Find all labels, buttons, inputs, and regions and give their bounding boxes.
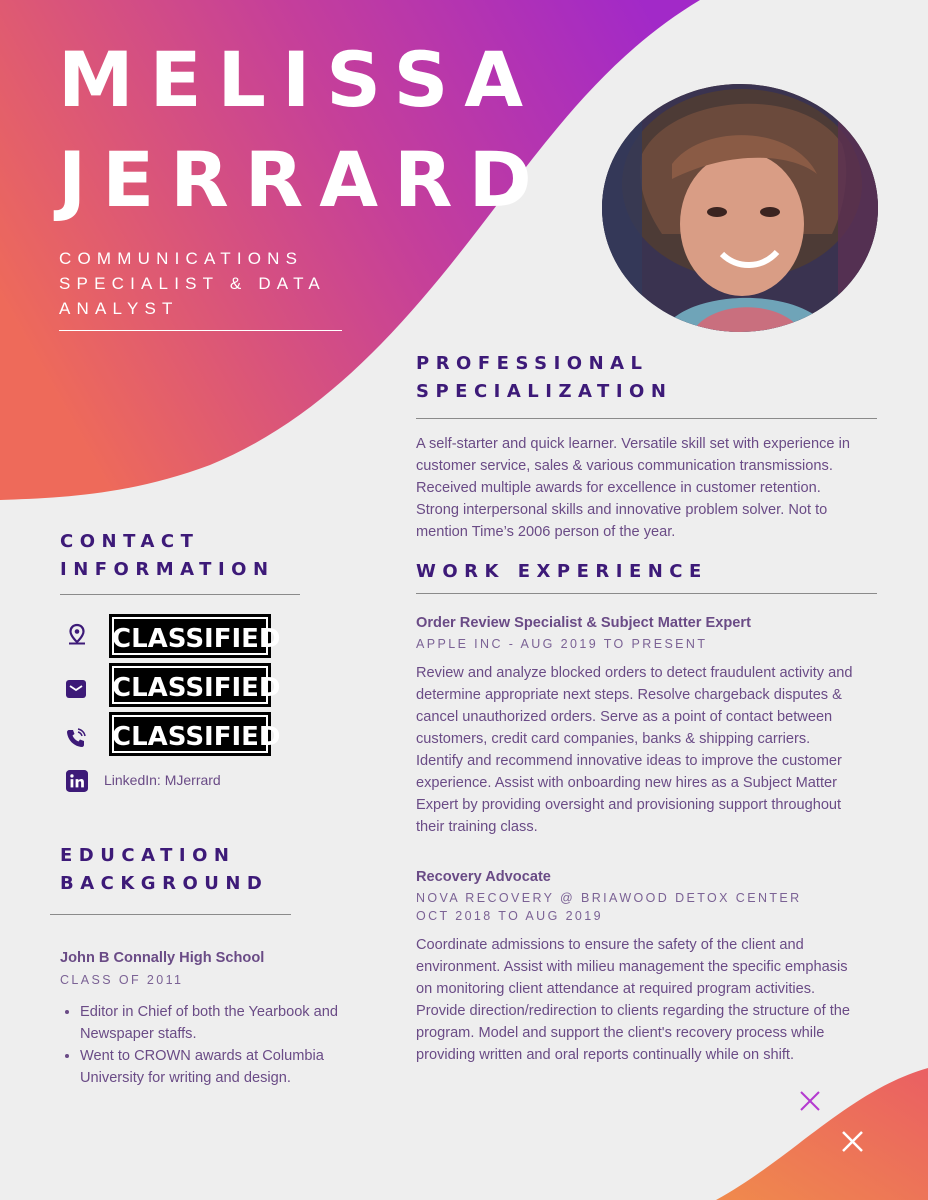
work-experience-heading: WORK EXPERIENCE (416, 561, 708, 582)
job-description: Coordinate admissions to ensure the safety of the client and environment. Assist with milieu management the specific emphasis on monitoring client attendance at required program activities. Provide direction/redirection to clients regarding the structure of the program. Model and support the client's recovery process while providing written and oral reports continually while on shift. (416, 937, 850, 1063)
phone-icon (65, 727, 87, 749)
job-company: NOVA RECOVERY @ BRIAWOOD DETOX CENTER (416, 891, 802, 905)
linkedin-link[interactable]: LinkedIn: MJerrard (104, 772, 221, 788)
education-entry (60, 950, 370, 1089)
first-name: MELISSA (58, 35, 540, 124)
education-heading-line2: BACKGROUND (60, 873, 269, 894)
last-name: JERRARD (58, 135, 548, 224)
work-divider (416, 593, 877, 594)
close-icon (801, 1092, 819, 1110)
job-description: Review and analyze blocked orders to detect fraudulent activity and determine appropriate next steps. Resolve chargeback disputes & cancel unauthorized orders. Serve as a point of contact between customers, credit card companies, banks & shipping carriers. Identify and recommend innovative ideas to improve the customer experience. Assist with onboarding new hires as a Subject Matter Expert by providing oversight and provisioning support throughout their training class. (416, 665, 853, 835)
education-achievements (60, 1001, 370, 1089)
subtitle-divider (59, 330, 342, 331)
redaction-stamp: CLASSIFIED (109, 614, 271, 658)
map-pin-icon (66, 623, 88, 645)
professional-heading-line1: PROFESSIONAL (416, 353, 649, 374)
job-title: Recovery Advocate (416, 869, 551, 885)
contact-heading-line1: CONTACT (60, 531, 200, 552)
contact-heading (60, 528, 275, 584)
education-divider (50, 914, 291, 915)
graduation-class: CLASS OF 2011 (60, 973, 184, 987)
redaction-stamp: CLASSIFIED (109, 712, 271, 756)
job-subtitle: COMMUNICATIONS SPECIALIST & DATA ANALYST (59, 249, 326, 318)
job-entry (416, 869, 861, 1066)
list-item: • Editor in Chief of both the Yearbook and Newspaper staffs. (80, 1001, 370, 1045)
education-heading-line1: EDUCATION (60, 845, 236, 866)
professional-summary: A self-starter and quick learner. Versatile skill set with experience in customer service, sales & various communication transmissions. Received multiple awards for excellence in customer retention. Strong interpersonal skills and innovative problem solver. Not to mention Time’s 2006 person of the year. (416, 436, 850, 540)
professional-heading (416, 350, 672, 406)
profile-photo (602, 84, 878, 332)
job-company-dates: APPLE INC - AUG 2019 TO PRESENT (416, 637, 708, 651)
mail-icon (65, 678, 87, 700)
name-heading (58, 30, 548, 230)
professional-heading-line2: SPECIALIZATION (416, 381, 673, 402)
education-heading (60, 842, 268, 898)
job-title: Order Review Specialist & Subject Matter Expert (416, 615, 751, 631)
linkedin-icon[interactable] (66, 770, 88, 792)
job-entry (416, 615, 861, 838)
contact-divider (60, 594, 300, 595)
school-name: John B Connally High School (60, 950, 265, 966)
professional-divider (416, 418, 877, 419)
list-item: • Went to CROWN awards at Columbia University for writing and design. (80, 1045, 370, 1089)
redaction-stamp: CLASSIFIED (109, 663, 271, 707)
contact-heading-line2: INFORMATION (60, 559, 275, 580)
job-dates: OCT 2018 TO AUG 2019 (416, 909, 603, 923)
